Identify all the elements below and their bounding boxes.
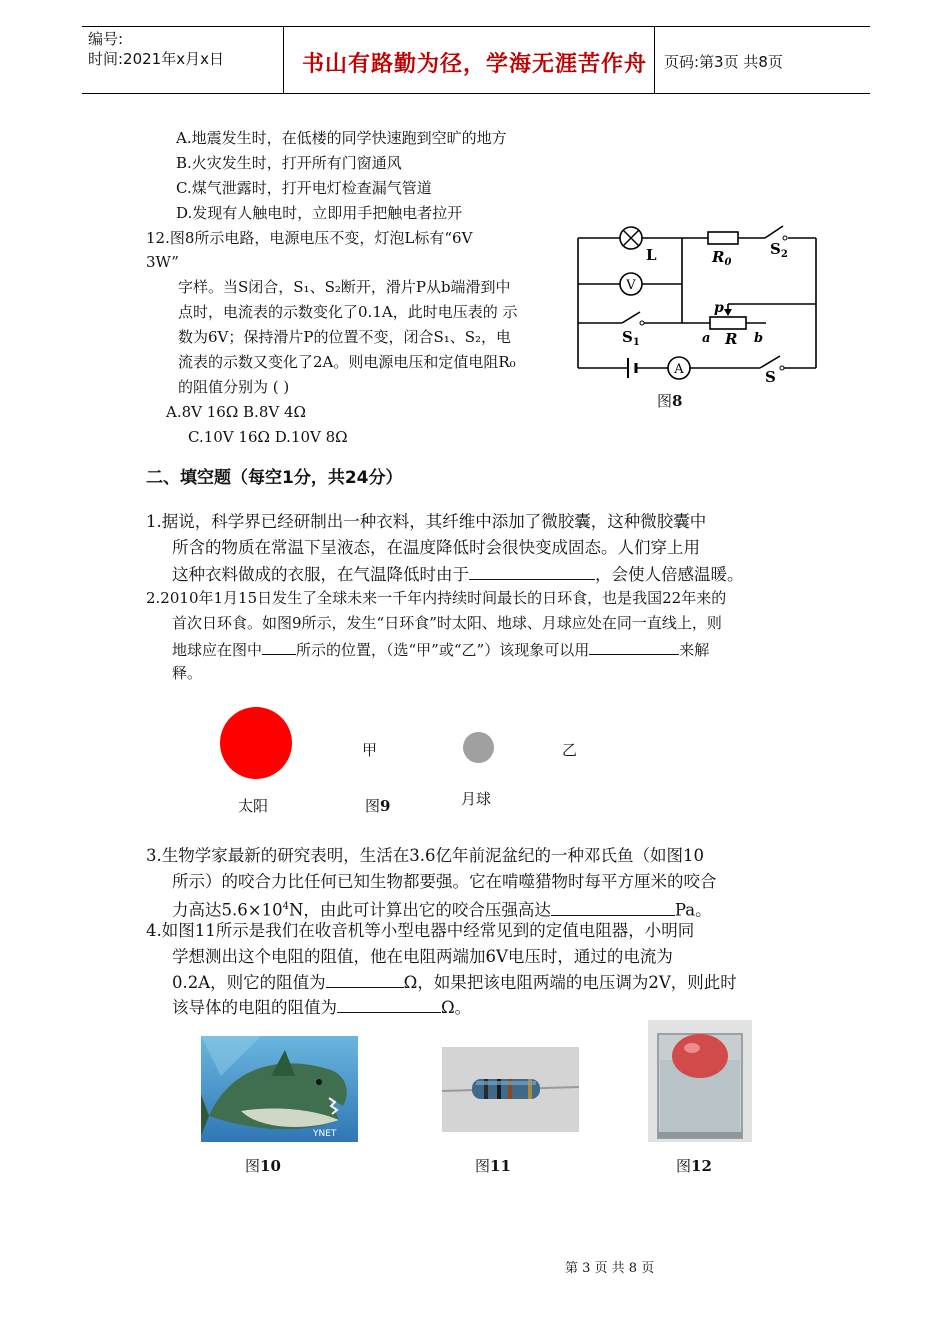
- figure-11-caption: 图11: [475, 1157, 511, 1175]
- fig8-label-v: V: [626, 278, 636, 293]
- figure-12-caption: 图12: [676, 1157, 712, 1175]
- figure-12-egg-glass-photo: [648, 1020, 752, 1142]
- fq4-line-4: 该导体的电阻的阻值为 Ω。: [172, 994, 471, 1020]
- fq2-line-4: 释。: [172, 664, 203, 682]
- fig8-label-s2: $S_2$: [770, 240, 788, 260]
- fq3-line-3: 力高达$5.6\times 10^4N$，由此可计算出它的咬合压强高达 Pa。: [172, 894, 712, 923]
- header-divider-right: [654, 27, 655, 93]
- fig9-moon: [463, 732, 494, 763]
- fig8-label-a: A: [674, 362, 684, 377]
- figure-9-caption: 图9: [365, 797, 391, 815]
- header-time-label: 时间:2021年x月x日: [88, 50, 224, 68]
- fq1-line-2: 所含的物质在常温下呈液态，在温度降低时会很快变成固态。人们穿上用: [172, 538, 700, 557]
- figure-8-circuit: [570, 218, 825, 388]
- q11-option-b: B.火灾发生时，打开所有门窗通风: [176, 154, 402, 172]
- q12-line-2: 3W”: [146, 253, 179, 271]
- fig9-sun: [220, 707, 292, 779]
- fq2-line-1: 2.2010年1月15日发生了全球未来一千年内持续时间最长的日环食，也是我国22年来的: [146, 589, 727, 607]
- fig8-label-s: S: [765, 368, 776, 386]
- figure-10-fish-photo: [201, 1036, 358, 1142]
- q12-line-6: 流表的示数又变化了2A。则电源电压和定值电阻R₀: [178, 353, 516, 371]
- header-bottom-rule: [82, 93, 870, 94]
- fig8-label-b-end: b: [754, 331, 764, 346]
- header-motto: 书山有路勤为径，学海无涯苦作舟: [302, 52, 648, 77]
- fq2-line-3: 地球应在图中 所示的位置，（选“甲”或“乙”）该现象可以用 来解: [172, 636, 709, 662]
- footer-page-number: 第 3 页 共 8 页: [565, 1261, 655, 1276]
- q11-option-c: C.煤气泄露时，打开电灯检查漏气管道: [176, 179, 432, 197]
- fq4-line-2: 学想测出这个电阻的阻值，他在电阻两端加6V电压时，通过的电流为: [172, 947, 673, 966]
- fq1-line-1: 1.据说，科学界已经研制出一种衣料，其纤维中添加了微胶囊，这种微胶囊中: [146, 512, 707, 531]
- fq4-line-1: 4.如图11所示是我们在收音机等小型电器中经常见到的定值电阻器，小明同: [146, 921, 695, 940]
- fig8-label-l: L: [646, 246, 657, 264]
- fig8-label-a-end: a: [702, 331, 711, 346]
- fq4-line-3: 0.2A，则它的阻值为 Ω，如果把该电阻两端的电压调为2V，则此时: [172, 969, 737, 995]
- q11-option-d: D.发现有人触电时，立即用手把触电者拉开: [176, 204, 463, 222]
- q12-options-cd: C.10V 16Ω D.10V 8Ω: [188, 428, 348, 446]
- fq3-line-1: 3.生物学家最新的研究表明，生活在3.6亿年前泥盆纪的一种邓氏鱼（如图10: [146, 846, 704, 865]
- fig9-moon-label: 月球: [461, 790, 492, 808]
- header-page-label: 页码:第3页 共8页: [664, 53, 783, 71]
- figure-11-resistor-photo: [442, 1047, 579, 1132]
- fig8-label-r: R: [725, 330, 738, 348]
- fq2-answer-blank-2[interactable]: [589, 636, 679, 655]
- q12-line-5: 数为6V；保持滑片P的位置不变，闭合S₁、S₂，电: [178, 328, 512, 346]
- q12-line-7: 的阻值分别为 ( ): [178, 378, 290, 396]
- fq1-answer-blank[interactable]: [469, 561, 595, 580]
- fig8-label-s1: $S_1$: [622, 328, 640, 348]
- fig9-sun-label: 太阳: [238, 797, 269, 815]
- fig10-watermark: YNET: [313, 1129, 337, 1139]
- fq4-answer-blank-1[interactable]: [326, 969, 404, 988]
- figure-10-caption: 图10: [245, 1157, 281, 1175]
- header-top-rule: [82, 26, 870, 27]
- q12-options-ab: A.8V 16Ω B.8V 4Ω: [166, 403, 306, 421]
- fig9-yi-label: 乙: [562, 741, 578, 759]
- section-2-title: 二、填空题（每空1分，共24分）: [146, 468, 403, 488]
- fig8-label-p: p: [714, 300, 724, 316]
- q12-line-3: 字样。当S闭合，S₁、S₂断开，滑片P从b端滑到中: [178, 278, 511, 296]
- fq3-answer-blank[interactable]: [551, 897, 675, 916]
- q12-line-4: 点时，电流表的示数变化了0.1A，此时电压表的 示: [178, 303, 518, 321]
- q11-option-a: A.地震发生时，在低楼的同学快速跑到空旷的地方: [176, 129, 507, 147]
- fq2-answer-blank-1[interactable]: [262, 636, 296, 655]
- header-number-label: 编号:: [88, 30, 124, 48]
- fig9-jia-label: 甲: [362, 741, 378, 759]
- fq4-answer-blank-2[interactable]: [337, 994, 441, 1013]
- header-divider-left: [283, 27, 284, 93]
- fq3-line-2: 所示）的咬合力比任何已知生物都要强。它在啃噬猎物时每平方厘米的咬合: [172, 872, 717, 891]
- figure-8-caption: 图8: [657, 392, 683, 410]
- fq1-line-3: 这种衣料做成的衣服，在气温降低时由于 ，会使人倍感温暖。: [172, 561, 744, 587]
- fig8-label-r0: $R_0$: [712, 248, 732, 268]
- fq2-line-2: 首次日环食。如图9所示，发生“日环食”时太阳、地球、月球应处在同一直线上，则: [172, 614, 722, 632]
- q12-line-1: 12.图8所示电路，电源电压不变，灯泡L标有“6V: [146, 229, 473, 247]
